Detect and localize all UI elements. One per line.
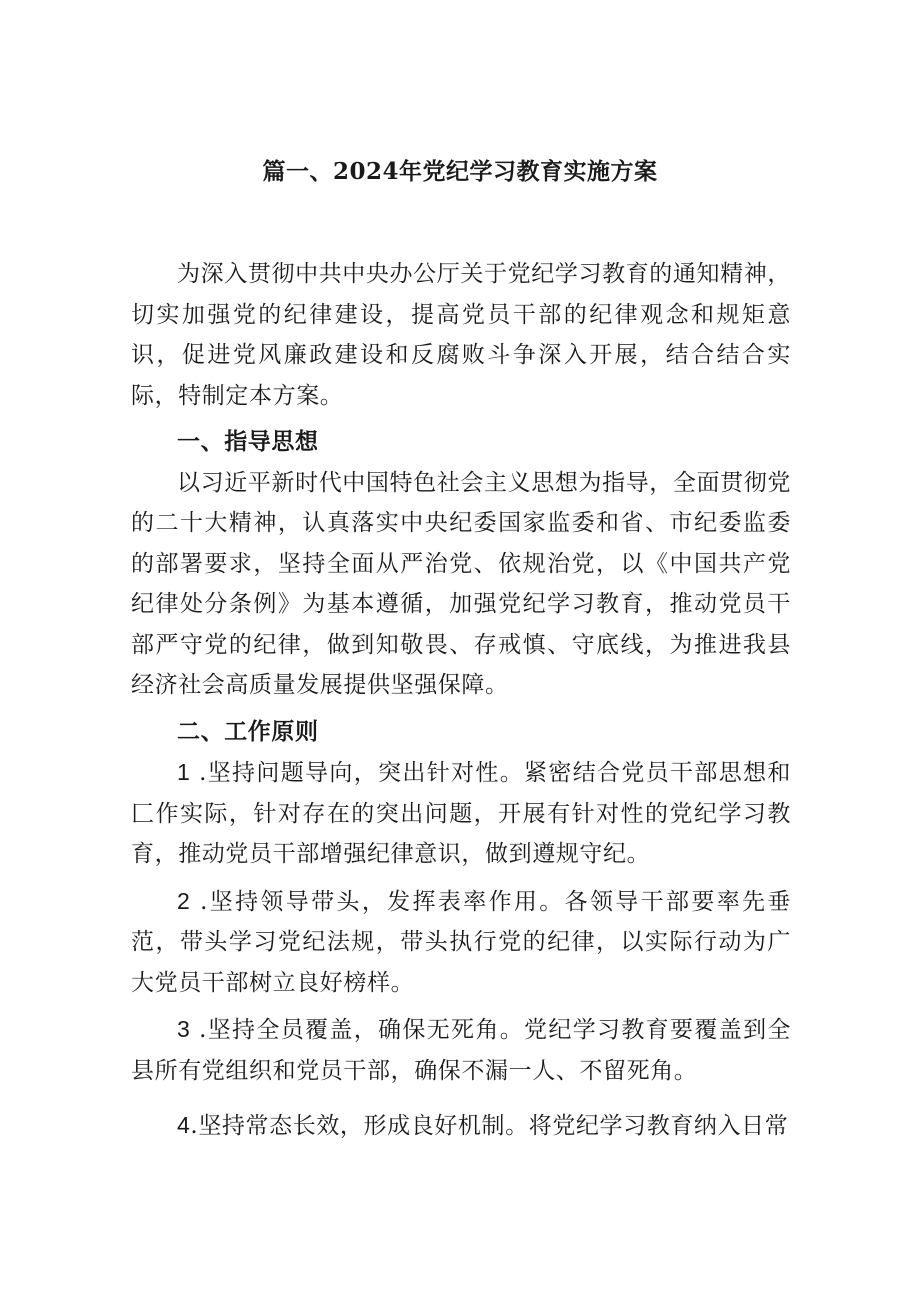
section-heading-guiding-ideology: 一、指导思想: [177, 428, 319, 455]
document-title: 篇一、2024年党纪学习教育实施方案: [262, 158, 658, 185]
principle-number: 3: [177, 1016, 191, 1042]
intro-paragraph: 为深入贯彻中共中央办公厅关于党纪学习教育的通知精神，切实加强党的纪律建设，提高党员干部的纪律观念和规矩意识，促进党风廉政建设和反腐败斗争深入开展，结合结合实际，特制定本方案。: [131, 261, 791, 409]
principle-text: .坚持问题导向，突出针对性。紧密结合党员干部思想和匚作实际，针对存在的突出问题，开展有针对性的党纪学习教育，推动党员干部增强纪律意识，做到遵规守纪。: [131, 760, 791, 867]
principle-number: 1: [177, 759, 191, 785]
document-body: [131, 254, 791, 1147]
principle-text: .坚持常态长效，形成良好机制。将党纪学习教育纳入日常: [190, 1113, 789, 1139]
section-heading-work-principles: 二、工作原则: [177, 717, 319, 745]
principle-item-2: [131, 881, 791, 1004]
principle-item-1: [131, 752, 791, 875]
principle-text: .坚持领导带头，发挥表率作用。各领导干部要率先垂范，带头学习党纪法规，带头执行党的纪律，以实际行动为广大党员干部树立良好榜样。: [131, 888, 791, 996]
principle-text: .坚持全员覆盖，确保无死角。党纪学习教育要覆盖到全县所有党组织和党员干部，确保不漏一人、不留死角。: [131, 1017, 791, 1084]
principle-item-3: [131, 1009, 791, 1091]
principle-number: 2: [177, 887, 191, 914]
guiding-ideology-paragraph: 以习近平新时代中国特色社会主义思想为指导，全面贯彻党的二十大精神，认真落实中央纪委国家监委和省、市纪委监委的部署要求，坚持全面从严治党、依规治党，以《中国共产党纪律处分条例》为基本遵循，加强党纪学习教育，推动党员干部严守党的纪律，做到知敬畏、存戒慎、守底线，为推进我县经济社会高质量发展提供坚强保障。: [131, 469, 791, 698]
principle-number: 4: [177, 1112, 191, 1138]
principle-item-4: [131, 1105, 791, 1147]
